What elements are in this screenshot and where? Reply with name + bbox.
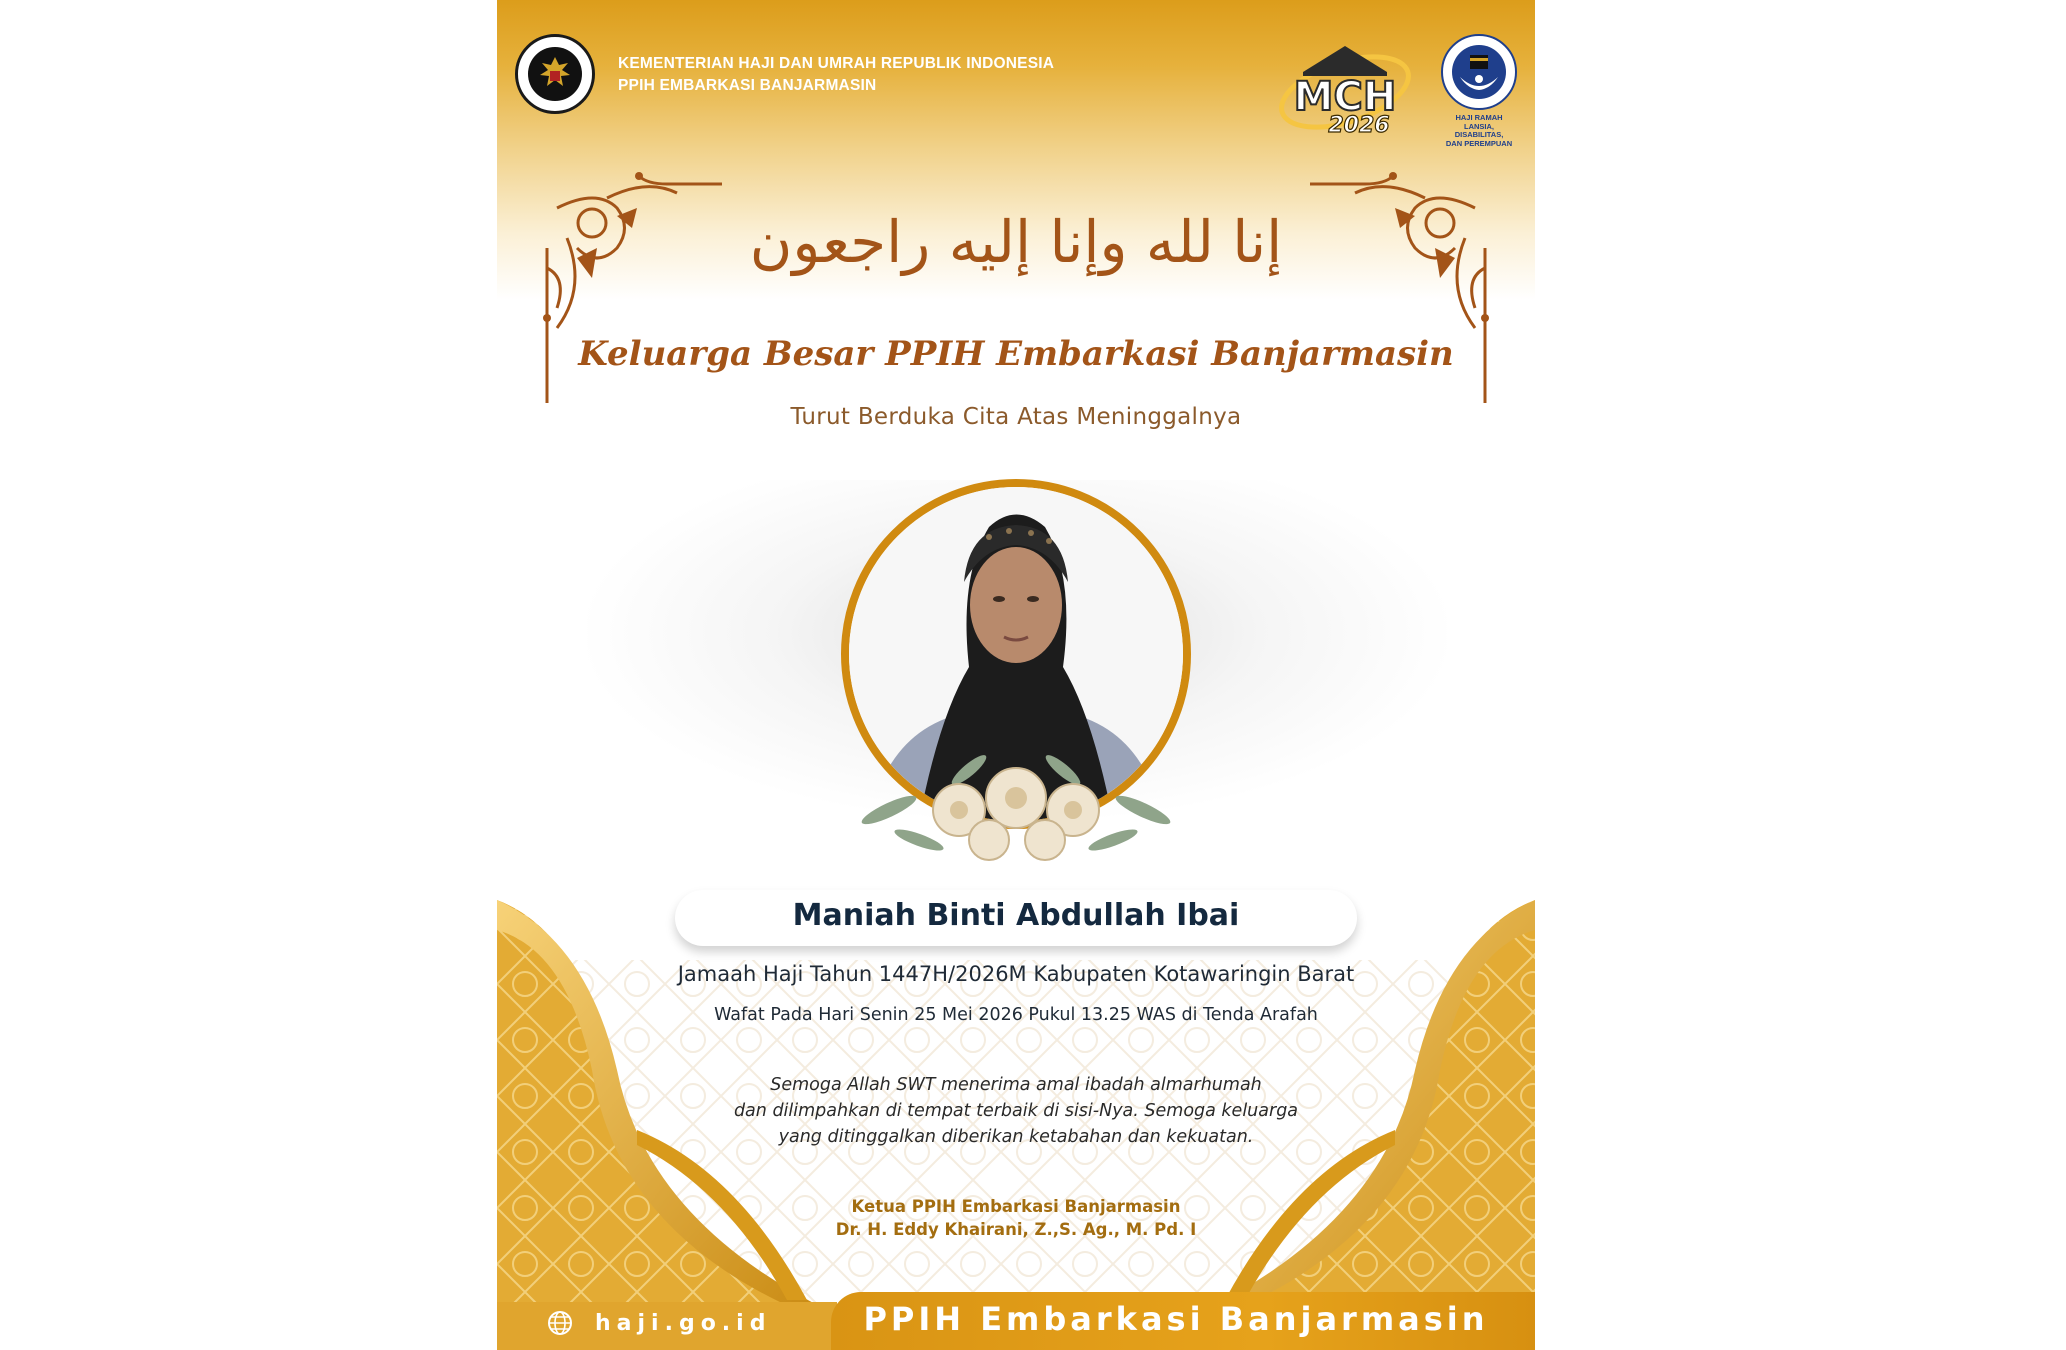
svg-text:MCH: MCH bbox=[1293, 74, 1397, 120]
header-text bbox=[618, 53, 1054, 97]
family-title: Keluarga Besar PPIH Embarkasi Banjarmasin bbox=[578, 334, 1454, 374]
globe-icon bbox=[547, 1310, 573, 1336]
signatory-name: Dr. H. Eddy Khairani, Z.,S. Ag., M. Pd. I bbox=[835, 1220, 1197, 1239]
death-info: Wafat Pada Hari Senin 25 Mei 2026 Pukul 13.25 WAS di Tenda Arafah bbox=[714, 1005, 1318, 1025]
website-link[interactable] bbox=[547, 1310, 771, 1336]
website-text: haji.go.id bbox=[595, 1310, 772, 1336]
mch-2026-logo bbox=[1275, 32, 1415, 140]
kaaba-icon bbox=[1450, 43, 1508, 101]
garuda-emblem-icon bbox=[515, 34, 595, 114]
ministry-name: KEMENTERIAN HAJI DAN UMRAH REPUBLIK INDONESIA bbox=[618, 55, 1055, 72]
condolence-poster bbox=[497, 0, 1535, 1350]
flower-bouquet-icon bbox=[849, 740, 1183, 870]
unit-name: PPIH EMBARKASI BANJARMASIN bbox=[618, 77, 877, 94]
arabic-calligraphy: إنا لله وإنا إليه راجعون bbox=[749, 208, 1283, 276]
footer-brand: PPIH Embarkasi Banjarmasin bbox=[863, 1300, 1489, 1338]
haji-ramah-logo: HAJI RAMAH LANSIA, DISABILITAS, DAN PEREMPUAN bbox=[1439, 34, 1519, 138]
signatory-title: Ketua PPIH Embarkasi Banjarmasin bbox=[851, 1197, 1181, 1216]
signatory-block bbox=[497, 1195, 1535, 1241]
svg-text:2026: 2026 bbox=[1328, 113, 1390, 138]
deceased-name: Maniah Binti Abdullah Ibai bbox=[792, 898, 1240, 933]
prayer-text: Semoga Allah SWT menerima amal ibadah almarhumah dan dilimpahkan di tempat terbaik di sisi-Nya. Semoga keluarga yang ditinggalkan diberikan ketabahan dan kekuatan. bbox=[733, 1075, 1299, 1147]
condolence-subtitle: Turut Berduka Cita Atas Meninggalnya bbox=[790, 404, 1242, 430]
pilgrim-info: Jamaah Haji Tahun 1447H/2026M Kabupaten Kotawaringin Barat bbox=[677, 962, 1355, 986]
